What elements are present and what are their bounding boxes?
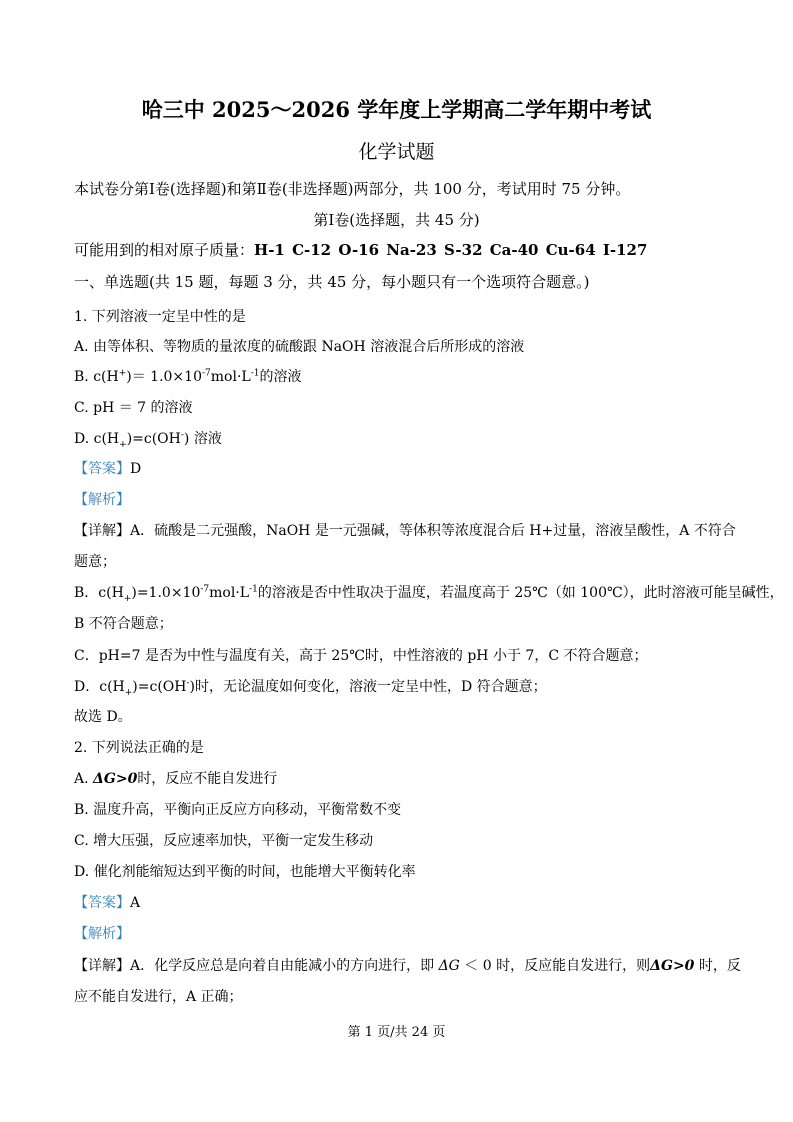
detail-tag: 【详解】 [74,523,130,539]
q1-option-c: C. pH ＝ 7 的溶液 [74,400,193,416]
q2-answer [74,894,140,912]
q1-answer [74,460,141,478]
q1-detail-b-line2: B 不符合题意； [74,616,173,632]
section-heading: 第Ⅰ卷(选择题，共 45 分) [313,211,480,229]
q1-option-b: B. $c(H^+)= 1.0\times 10^{-7}mol\cdot L^{-1}$的溶液 [74,368,302,385]
delta-g-expression: ΔG>0 [93,771,138,787]
q1-stem: 1. 下列溶液一定呈中性的是 [74,309,246,325]
q2-analysis-tag: 【解析】 [74,926,130,942]
q2-option-a: A. ΔG>0时，反应不能自发进行 [74,771,278,787]
page-footer: 第 1 页/共 24 页 [347,1025,446,1040]
answer-tag: 【答案】 [74,461,130,477]
q1-option-d: D. $c(H_+)=c(OH^-)$ 溶液 [74,430,222,450]
answer-tag: 【答案】 [74,895,130,911]
q2-detail-a-line1: 【详解】A．化学反应总是向着自由能减小的方向进行，即 ΔG ＜ 0 时，反应能自发进行，则ΔG>0 时，反 [74,958,741,974]
q1-detail-a-line2: 题意； [74,554,116,570]
q1-detail-a-line1: 【详解】A．硫酸是二元强酸，NaOH 是一元强碱，等体积等浓度混合后 H+过量，溶液呈酸性，A 不符合 [74,523,736,539]
q1-option-a: A. 由等体积、等物质的量浓度的硫酸跟 NaOH 溶液混合后所形成的溶液 [74,339,525,355]
exam-intro: 本试卷分第Ⅰ卷(选择题)和第Ⅱ卷(非选择题)两部分，共 100 分，考试用时 75 分钟。 [74,180,631,198]
atomic-mass-values: H-1 C-12 O-16 Na-23 S-32 Ca-40 Cu-64 I-127 [254,241,648,259]
q1-detail-c: C．pH=7 是否为中性与温度有关，高于 25℃时，中性溶液的 pH 小于 7，C 不符合题意； [74,648,648,664]
q2-option-b: B. 温度升高，平衡向正反应方向移动，平衡常数不变 [74,802,402,818]
atomic-mass-line [74,241,647,259]
atomic-mass-label: 可能用到的相对原子质量： [74,241,255,259]
part-heading: 一、单选题(共 15 题，每题 3 分，共 45 分，每小题只有一个选项符合题意。) [74,273,590,291]
q2-option-c: C. 增大压强，反应速率加快，平衡一定发生移动 [74,833,374,849]
answer-value: D [130,461,142,477]
detail-tag: 【详解】 [74,958,130,974]
exam-title: 哈三中 2025～2026 学年度上学期高二学年期中考试 [141,97,652,122]
exam-subtitle: 化学试题 [358,141,435,163]
q1-detail-b-line1: B．$c(H_+)=1.0\times 10^{-7}mol\cdot L^{-1}$的溶液是否中性取决于温度，若温度高于 25℃（如 100℃），此时溶液可能呈碱性， [74,584,784,604]
answer-value: A [130,895,141,911]
q2-option-d: D. 催化剂能缩短达到平衡的时间，也能增大平衡转化率 [74,864,416,880]
q2-detail-a-line2: 应不能自发进行，A 正确； [74,989,243,1005]
q1-conclusion: 故选 D。 [74,709,132,725]
q2-stem: 2. 下列说法正确的是 [74,740,204,756]
q1-analysis-tag: 【解析】 [74,492,130,508]
q1-detail-d: D．$c(H_+)=c(OH^-)$时，无论温度如何变化，溶液一定呈中性，D 符合题意； [74,678,547,698]
